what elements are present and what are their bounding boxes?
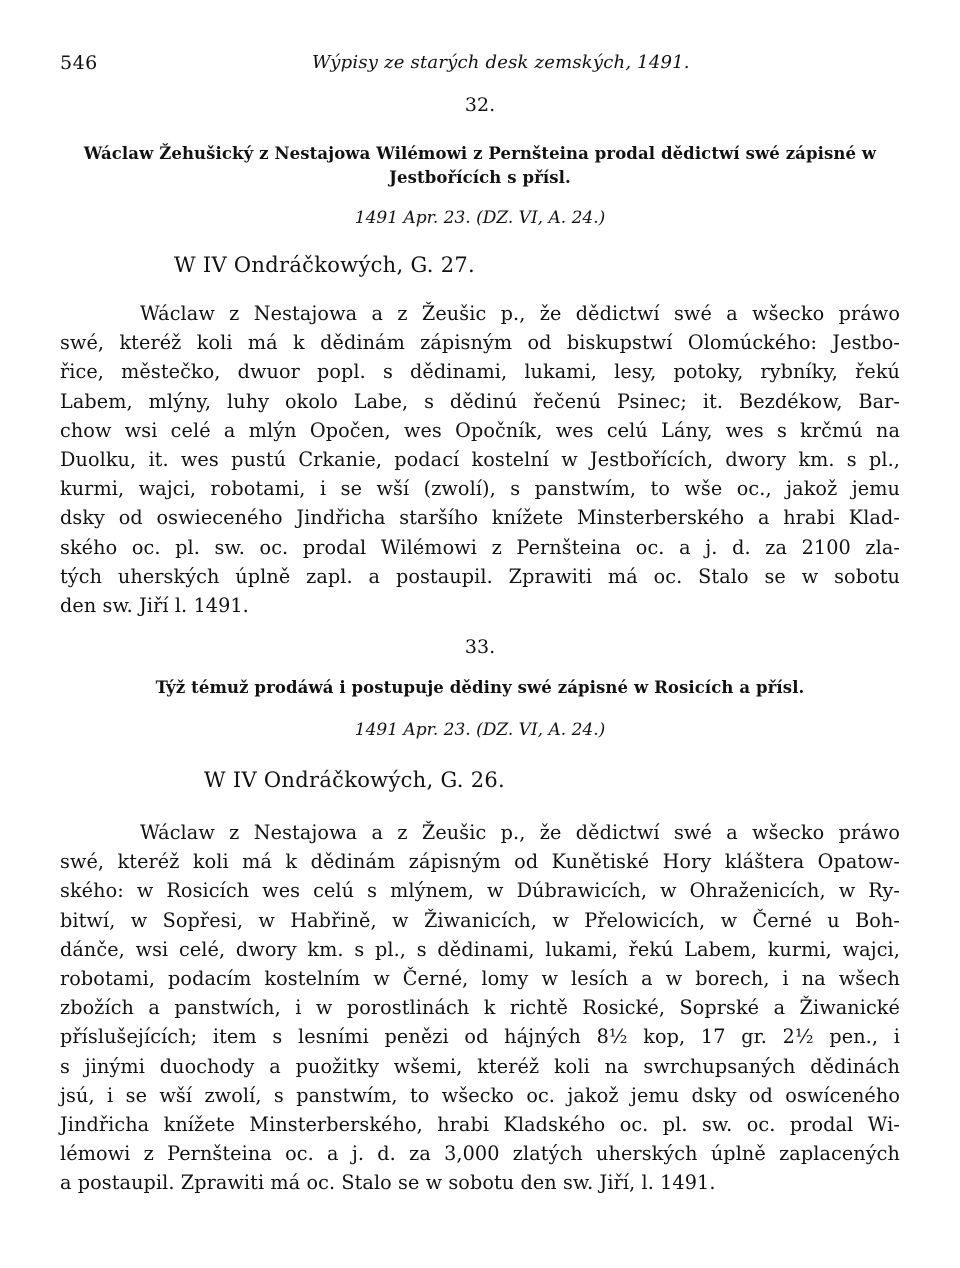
document-date: 1491 Apr. 23. (DZ. VI, A. 24.)	[354, 720, 606, 740]
body-line: dánče, wsi celé, dwory km. s pl., s dědinami, lukami, řekú Labem, kurmi, wajci,	[60, 937, 900, 961]
document-source: W IV Ondráčkowých, G. 27.	[174, 253, 476, 277]
running-head	[60, 52, 900, 80]
body-line: dsky od oswieceného Jindřicha staršího knížete Minsterberského a hrabi Klad-	[60, 506, 900, 530]
document-body	[60, 299, 900, 620]
document-regest	[60, 676, 900, 700]
body-line: řice, městečko, dwuor popl. s dědinami, lukami, lesy, potoky, rybníky, řekú	[60, 360, 900, 384]
body-line: Duolku, it. wes pustú Crkanie, podací kostelní w Jestbořících, dwory km. s pl.,	[60, 447, 900, 471]
regest-line: Jestbořících s přísl.	[389, 168, 571, 187]
document-date: 1491 Apr. 23. (DZ. VI, A. 24.)	[354, 208, 606, 228]
body-line: swé, kteréž koli má k dědinám zápisným od biskupstwí Olomúckého: Jestbo-	[60, 331, 900, 355]
body-line: zbožích a panstwích, i w porostlinách k richtě Rosické, Soprské a Žiwanické	[60, 996, 900, 1020]
document-source: W IV Ondráčkowých, G. 26.	[204, 768, 506, 792]
document-number: 32.	[464, 94, 496, 116]
body-line: robotami, podacím kostelním w Černé, lomy w lesích a w borech, i na wšech	[60, 966, 900, 990]
body-line: chow wsi celé a mlýn Opočen, wes Opočník, wes celú Lány, wes s krčmú na	[60, 418, 900, 442]
page-number: 546	[60, 52, 98, 74]
body-line: ského oc. pl. sw. oc. prodal Wilémowi z Pernšteina oc. a j. d. za 2100 zla-	[60, 535, 900, 559]
body-line: den sw. Jiří l. 1491.	[60, 593, 249, 617]
document-number: 33.	[464, 636, 496, 658]
body-line: a postaupil. Zprawiti má oc. Stalo se w sobotu den sw. Jiří, l. 1491.	[60, 1171, 716, 1195]
body-line: ského: w Rosicích wes celú s mlýnem, w Dúbrawicích, w Ohraženicích, w Ry-	[60, 879, 900, 903]
body-line: jsú, i se wší zwolí, s panstwím, to wšecko oc. jakož jemu dsky od oswíceného	[60, 1083, 900, 1107]
running-title: Wýpisy ze starých desk zemských, 1491.	[312, 52, 690, 73]
body-line: s jinými duochody a puožitky wšemi, kteréž koli na swrchupsaných dědinách	[60, 1054, 900, 1078]
body-line: kurmi, wajci, robotami, i se wší (zwolí), s panstwím, to wše oc., jakož jemu	[60, 477, 900, 501]
body-line: lémowi z Pernšteina oc. a j. d. za 3,000 zlatých uherských úplně zaplacených	[60, 1142, 900, 1166]
regest-line: Wáclaw Žehušický z Nestajowa Wilémowi z Pernšteina prodal dědictwí swé zápisné w	[83, 144, 877, 163]
document-regest	[60, 142, 900, 190]
body-line: příslušejících; item s lesními penězi od hájných 8½ kop, 17 gr. 2½ pen., i	[60, 1025, 900, 1049]
body-line: Wáclaw z Nestajowa a z Žeušic p., že dědictwí swé a wšecko práwo	[140, 302, 900, 325]
body-line: Wáclaw z Nestajowa a z Žeušic p., že dědictwí swé a wšecko práwo	[140, 821, 900, 844]
regest-line: Týž témuž prodáwá i postupuje dědiny swé zápisné w Rosicích a přísl.	[155, 678, 805, 697]
body-line: bitwí, w Sopřesi, w Habřině, w Žiwanicích, w Přelowicích, w Černé u Boh-	[60, 908, 900, 932]
document-body	[60, 818, 900, 1197]
body-line: tých uherských úplně zapl. a postaupil. Zprawiti má oc. Stalo se w sobotu	[60, 564, 900, 588]
body-line: Jindřicha knížete Minsterberského, hrabi Kladského oc. pl. sw. oc. prodal Wi-	[60, 1112, 900, 1136]
body-line: swé, kteréž koli má k dědinám zápisným od Kunětiské Hory kláštera Opatow-	[60, 850, 900, 874]
body-line: Labem, mlýny, luhy okolo Labe, s dědinú řečenú Psinec; it. Bezdékow, Bar-	[60, 389, 900, 413]
